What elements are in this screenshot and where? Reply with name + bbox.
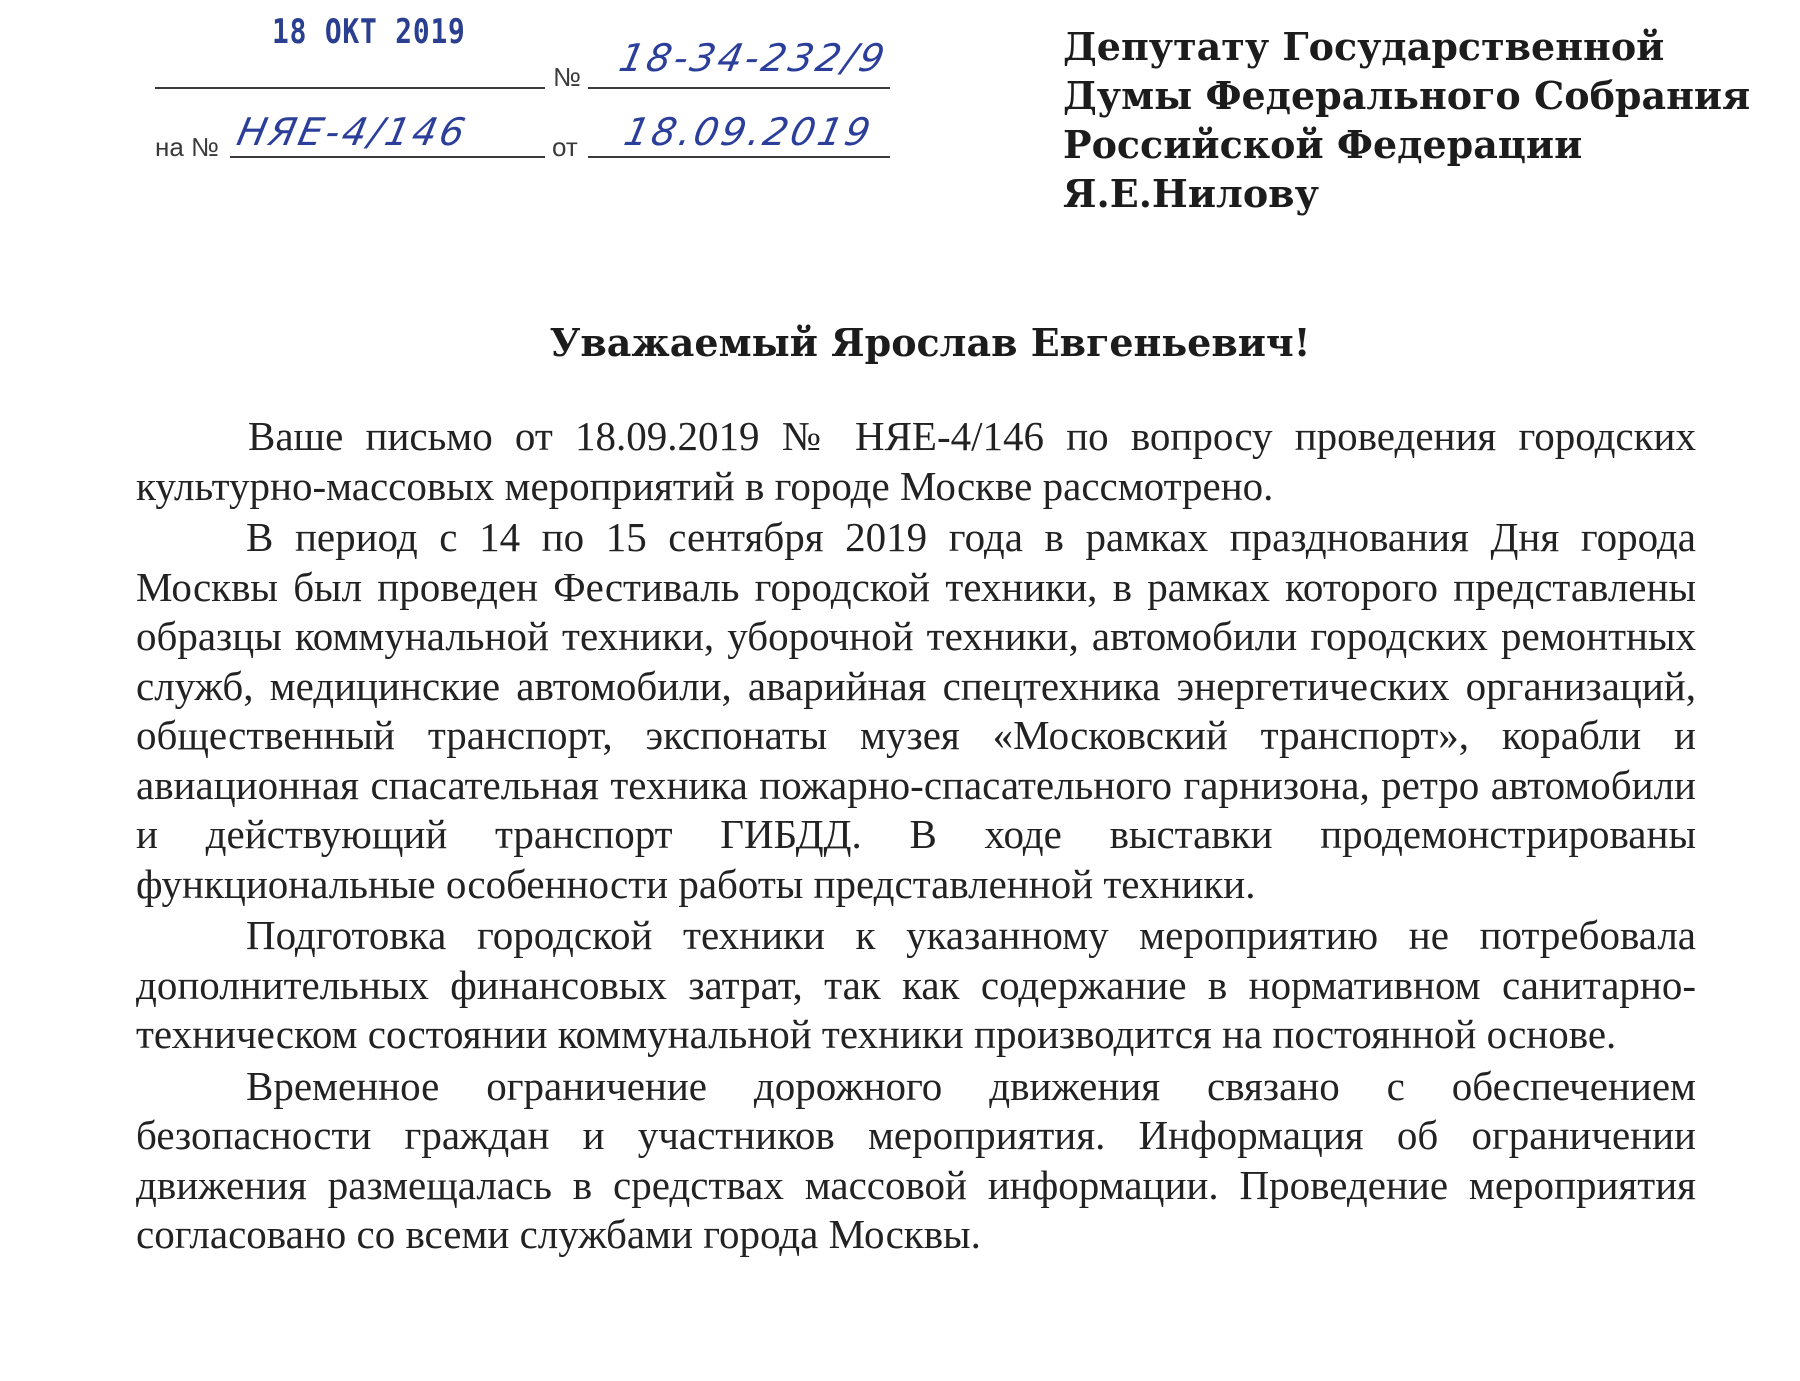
outgoing-number-label: № [553, 62, 581, 92]
reply-date-handwritten: 18.09.2019 [620, 110, 878, 154]
addressee-line: Российской Федерации [1063, 122, 1583, 167]
letter-body [136, 412, 1696, 1260]
body-paragraph: Ваше письмо от 18.09.2019 № НЯЕ-4/146 по вопросу проведения городских культурно-массовых мероприятий в городе Москве рассмотрено. [136, 413, 1696, 509]
addressee-block [1063, 22, 1763, 218]
body-paragraph: Подготовка городской техники к указанному мероприятию не потребовала дополнительных финансовых затрат, так как содержание в нормативном санитарно-техническом состоянии коммунальной техники производится на постоянной основе. [136, 912, 1696, 1057]
reply-date-label: от [552, 132, 578, 162]
outgoing-number-handwritten: 18-34-232/9 [615, 36, 892, 80]
signature-line [155, 87, 545, 89]
reply-date-line [588, 156, 890, 158]
registration-date-stamp: 18 ОКТ 2019 [272, 12, 466, 52]
reply-number-handwritten: НЯЕ-4/146 [233, 110, 472, 154]
addressee-line: Я.Е.Нилову [1063, 171, 1319, 216]
salutation: Уважаемый Ярослав Евгеньевич! [549, 320, 1311, 365]
reply-number-label: на № [155, 132, 219, 162]
outgoing-number-line [588, 87, 890, 89]
addressee-line: Думы Федерального Собрания [1063, 73, 1751, 118]
body-paragraph: В период с 14 по 15 сентября 2019 года в рамках празднования Дня города Москвы был проведен Фестиваль городской техники, в рамках которого представлены образцы коммунальной техники, уборочной техники, автомобили городских ремонтных служб, медицинские автомобили, аварийная спецтехника энергетических организаций, общественный транспорт, экспонаты музея «Московский транспорт», корабли и авиационная спасательная техника пожарно-спасательного гарнизона, ретро автомобили и действующий транспорт ГИБДД. В ходе выставки продемонстрированы функциональные особенности работы представленной техники. [136, 514, 1696, 907]
addressee-line: Депутату Государственной [1063, 24, 1665, 69]
body-paragraph: Временное ограничение дорожного движения связано с обеспечением безопасности граждан и участников мероприятия. Информация об ограничении движения размещалась в средствах массовой информации. Проведение мероприятия согласовано со всеми службами города Москвы. [136, 1062, 1696, 1257]
reply-number-line [230, 156, 545, 158]
